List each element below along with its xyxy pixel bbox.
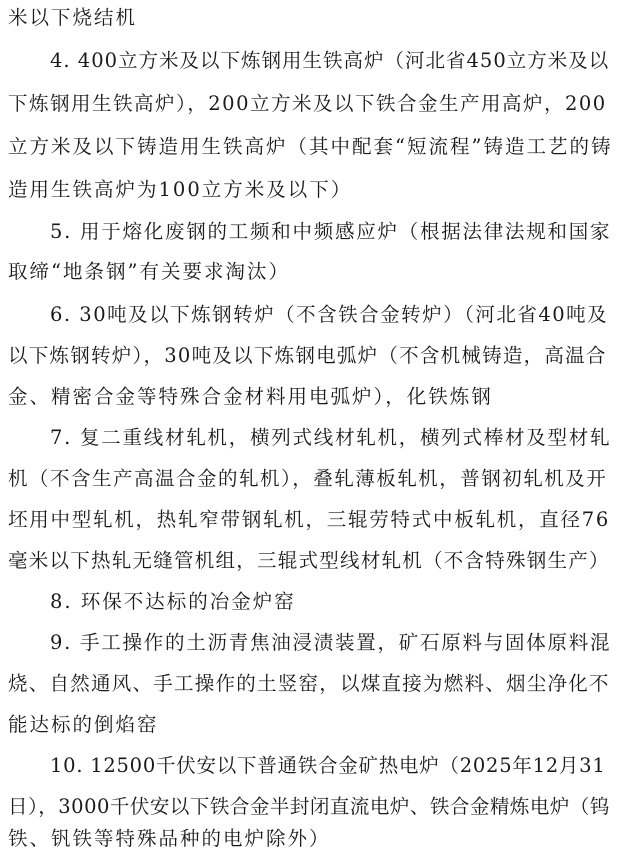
list-item-6-line-2: 以下炼钢转炉），30吨及以下炼钢电弧炉（不含机械铸造，高温合 xyxy=(8,344,607,367)
list-item-9-line-2: 烧、自然通风、手工操作的土竖窑，以煤直接为燃料、烟尘净化不 xyxy=(8,672,610,695)
list-item-4-line-1: 4. 400立方米及以下炼钢用生铁高炉（河北省450立方米及以 xyxy=(50,49,610,72)
text-line: 米以下烧结机 xyxy=(8,6,138,29)
list-item-5-line-2: 取缔“地条钢”有关要求淘汰） xyxy=(8,260,290,283)
list-item-9-line-3: 能达标的倒焰窑 xyxy=(8,713,159,736)
list-item-9-line-1: 9. 手工操作的土沥青焦油浸渍装置，矿石原料与固体原料混 xyxy=(50,631,612,654)
list-item-6-line-3: 金、精密合金等特殊合金材料用电弧炉），化铁炼钢 xyxy=(8,385,493,408)
list-item-7-line-1: 7. 复二重线材轧机，横列式线材轧机，横列式棒材及型材轧 xyxy=(50,426,612,449)
list-item-10-line-1: 10. 12500千伏安以下普通铁合金矿热电炉（2025年12月31 xyxy=(50,754,606,777)
list-item-10-line-3: 铁、钒铁等特殊品种的电炉除外） xyxy=(8,827,331,850)
list-item-4-line-3: 立方米及以下铸造用生铁高炉（其中配套“短流程”铸造工艺的铸 xyxy=(8,135,613,158)
list-item-4-line-4: 造用生铁高炉为100立方米及以下） xyxy=(8,178,353,201)
list-item-5-line-1: 5. 用于熔化废钢的工频和中频感应炉（根据法律法规和国家 xyxy=(50,220,612,243)
list-item-7-line-2: 机（不含生产高温合金的轧机），叠轧薄板轧机，普钢初轧机及开 xyxy=(8,467,608,490)
list-item-10-line-2: 日），3000千伏安以下铁合金半封闭直流电炉、铁合金精炼电炉（钨 xyxy=(8,795,610,818)
list-item-4-line-2: 下炼钢用生铁高炉），200立方米及以下铁合金生产用高炉，200 xyxy=(8,92,607,115)
list-item-7-line-3: 坯用中型轧机，热轧窄带钢轧机，三辊劳特式中板轧机，直径76 xyxy=(8,508,611,531)
list-item-8-line-1: 8. 环保不达标的冶金炉窑 xyxy=(50,590,296,613)
list-item-6-line-1: 6. 30吨及以下炼钢转炉（不含铁合金转炉）（河北省40吨及 xyxy=(50,303,609,326)
list-item-7-line-4: 毫米以下热轧无缝管机组，三辊式型线材轧机（不含特殊钢生产） xyxy=(8,549,610,572)
